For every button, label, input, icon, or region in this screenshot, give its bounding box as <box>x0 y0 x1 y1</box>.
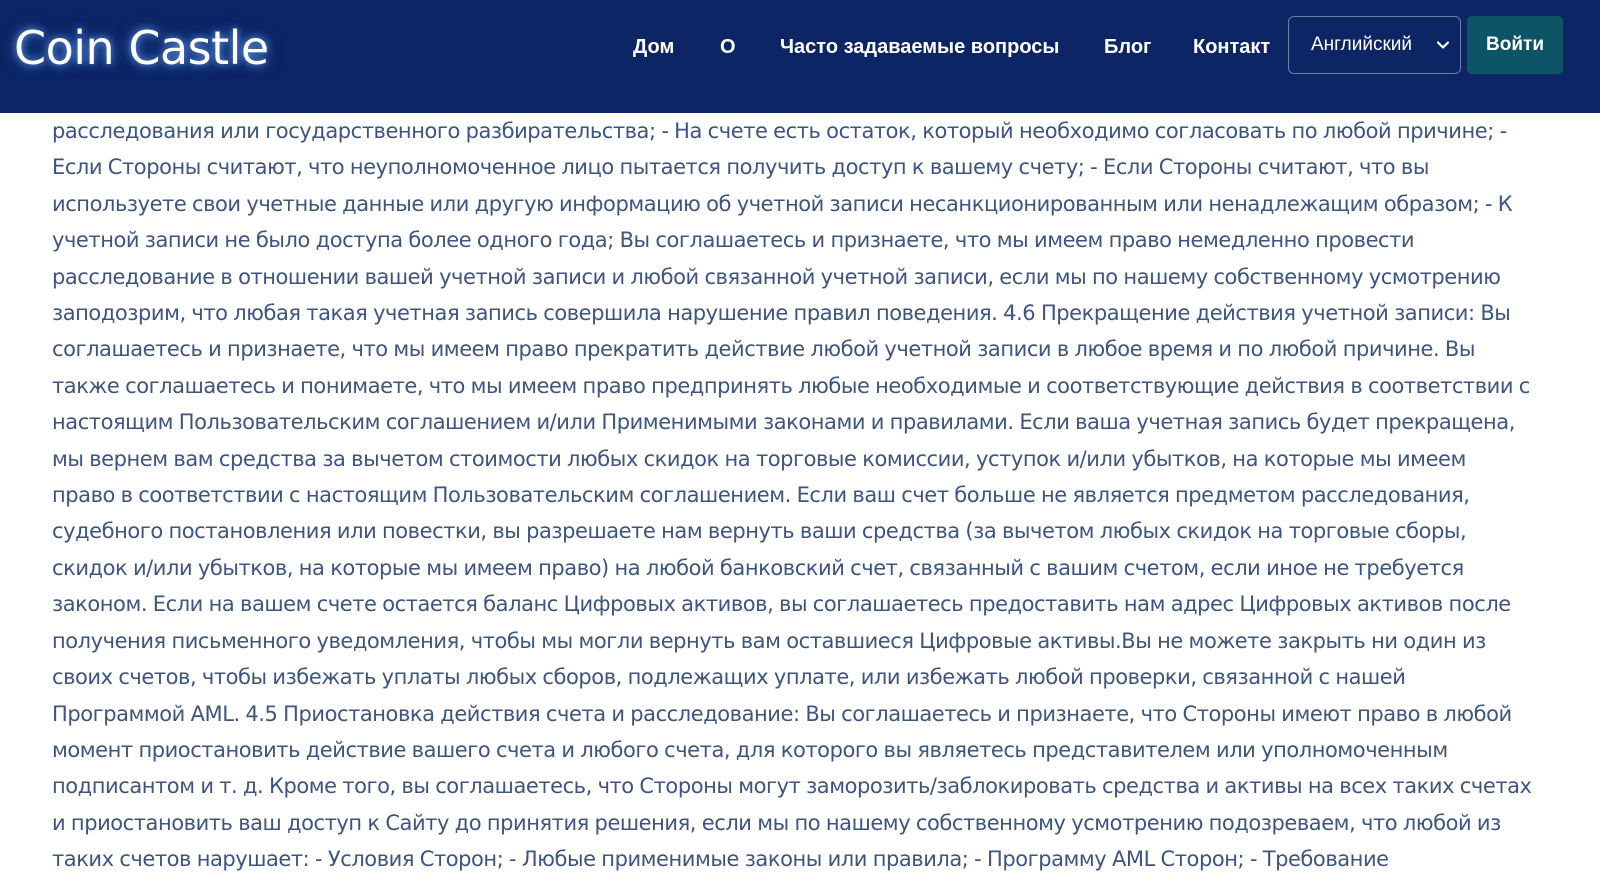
language-select[interactable] <box>1288 16 1461 74</box>
text-line: право в соответствии с настоящим Пользовательским соглашением. Если ваш счет больше не является предметом расследования, <box>52 483 1470 508</box>
text-line: получения письменного уведомления, чтобы мы могли вернуть вам оставшиеся Цифровые активы.Вы не можете закрыть ни один из <box>52 628 1486 653</box>
text-line: своих счетов, чтобы избежать уплаты любых сборов, подлежащих уплате, или избежать любой проверки, связанной с нашей <box>52 665 1406 690</box>
text-line: заподозрим, что любая такая учетная запись совершила нарушение правил поведения. 4.6 Прекращение действия учетной записи: Вы <box>52 301 1511 326</box>
text-line: соглашаетесь и признаете, что мы имеем право прекратить действие любой учетной записи в любое время и по любой причине. Вы <box>52 337 1476 362</box>
text-line: настоящим Пользовательским соглашением и/или Применимыми законами и правилами. Если ваша учетная запись будет прекращена, <box>52 410 1515 435</box>
text-line: скидок и/или убытков, на которые мы имеем право) на любой банковский счет, связанный с вашим счетом, если иное не требуется <box>52 555 1464 580</box>
terms-content <box>52 113 1567 878</box>
text-line: Если Стороны считают, что неуполномоченное лицо пытается получить доступ к вашему счету; - Если Стороны считают, что вы <box>52 155 1429 180</box>
text-line: мы вернем вам средства за вычетом стоимости любых скидок на торговые комиссии, уступок и/или убытков, на которые мы имеем <box>52 446 1466 471</box>
text-line: Программой AML. 4.5 Приостановка действия счета и расследование: Вы соглашаетесь и признаете, что Стороны имеют право в любой <box>52 701 1512 726</box>
nav-link-blog[interactable]: Блог <box>1104 36 1152 58</box>
text-line: судебного постановления или повестки, вы разрешаете нам вернуть ваши средства (за вычетом любых скидок на торговые сборы, <box>52 519 1467 544</box>
nav-link-home[interactable]: Дом <box>633 36 675 58</box>
text-line: таких счетов нарушает: - Условия Сторон; - Любые применимые законы или правила; - Программу AML Сторон; - Требование <box>52 847 1389 872</box>
terms-paragraph <box>52 113 1567 878</box>
nav-link-contact[interactable]: Контакт <box>1193 36 1271 58</box>
text-line: расследование в отношении вашей учетной записи и любой связанной учетной записи, если мы по нашему собственному усмотрению <box>52 264 1501 289</box>
text-line: учетной записи не было доступа более одного года; Вы соглашаетесь и признаете, что мы имеем право немедленно провести <box>52 228 1415 253</box>
text-line: используете свои учетные данные или другую информацию об учетной записи несанкционированным или ненадлежащим образом; - К <box>52 191 1513 216</box>
site-logo[interactable]: Coin Castle <box>14 21 269 75</box>
login-button[interactable]: Войти <box>1467 16 1563 74</box>
text-line: момент приостановить действие вашего счета и любого счета, для которого вы являетесь представителем или уполномоченным <box>52 737 1448 762</box>
nav-link-faq[interactable]: Часто задаваемые вопросы <box>780 36 1060 58</box>
text-line: подписантом и т. д. Кроме того, вы соглашаетесь, что Стороны могут заморозить/заблокировать средства и активы на всех таких счетах <box>52 774 1532 799</box>
language-select-value: Английский <box>1311 34 1413 55</box>
nav-link-about[interactable]: О <box>720 36 736 58</box>
text-line: расследования или государственного разбирательства; - На счете есть остаток, который необходимо согласовать по любой причине; - <box>52 119 1507 143</box>
text-line: законом. Если на вашем счете остается баланс Цифровых активов, вы соглашаетесь предоставить нам адрес Цифровых активов после <box>52 592 1511 617</box>
main-nav <box>0 0 1600 113</box>
text-line: и приостановить ваш доступ к Сайту до принятия решения, если мы по нашему собственному усмотрению подозреваем, что любой из <box>52 810 1501 835</box>
text-line: также соглашаетесь и понимаете, что мы имеем право предпринять любые необходимые и соответствующие действия в соответствии с <box>52 373 1530 398</box>
chevron-down-icon <box>1436 38 1450 52</box>
site-header <box>0 0 1600 113</box>
